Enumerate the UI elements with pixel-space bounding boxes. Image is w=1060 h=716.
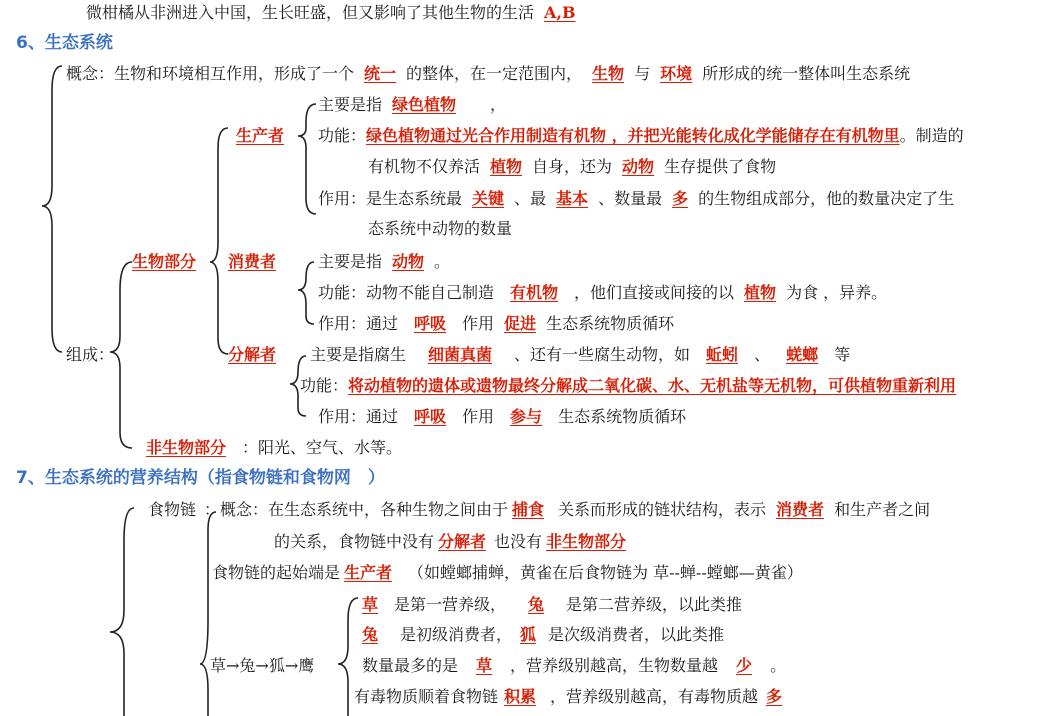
answer: 分解者 [438, 532, 487, 551]
example-label: 草→兔→狐→鹰 [210, 656, 315, 675]
nonbio-part [140, 438, 402, 458]
text: 食物链的起始端是 [212, 563, 341, 582]
answer: 兔 [362, 625, 379, 644]
answer: 动物 [622, 157, 655, 176]
answer: 动物 [392, 252, 425, 271]
text: 功能： [318, 126, 367, 145]
producer-main [318, 95, 506, 115]
example-line-3 [362, 656, 786, 676]
answer: 草 [362, 595, 379, 614]
consumer-main [318, 252, 450, 272]
text: 等 [834, 345, 851, 364]
text: 是第二营养级，以此类推 [566, 595, 743, 614]
top-line-answer: A,B [544, 3, 576, 22]
consumer-func [318, 283, 887, 303]
text: 。 [770, 656, 787, 675]
brace-s6-main [42, 66, 62, 352]
text: 的关系，食物链中没有 [274, 532, 435, 551]
producer-func [318, 126, 964, 146]
section-6-title: 6、生态系统 [16, 33, 113, 53]
answer: 植物 [744, 283, 777, 302]
answer: 环境 [660, 64, 693, 83]
text: 作用 [462, 407, 495, 426]
text: 。制造的 [899, 126, 964, 145]
food-chain-start [212, 563, 803, 583]
brace-s7-main [110, 508, 134, 716]
text: ，他们直接或间接的以 [574, 283, 735, 302]
answer: 多 [766, 687, 783, 706]
answer: 少 [736, 656, 753, 675]
example-line-1 [354, 595, 742, 615]
text: 主要是指 [318, 252, 383, 271]
text: 作用 [462, 314, 495, 333]
decomposer-role [318, 407, 686, 427]
food-chain-concept-2 [274, 532, 634, 552]
answer: 基本 [556, 189, 589, 208]
example-line-4 [354, 687, 808, 707]
bio-part-label [128, 252, 200, 272]
food-chain-label: 食物链 [148, 500, 197, 519]
answer: 细菌真菌 [428, 345, 493, 364]
text: 作用：是生态系统最 [318, 189, 463, 208]
text: 所形成的统一整体叫生态系统 [702, 64, 911, 83]
text: 是初级消费者， [400, 625, 513, 644]
text: 主要是指 [318, 95, 383, 114]
text: 的整体，在一定范围内， [406, 64, 583, 83]
text: 。 [434, 252, 451, 271]
example-line-2 [354, 625, 724, 645]
answer: 促进 [504, 314, 537, 333]
text: 、还有一些腐生动物，如 [514, 345, 691, 364]
text: 自身，还为 [532, 157, 613, 176]
brace-producer [298, 104, 316, 214]
text: 与 [634, 64, 651, 83]
composition-label: 组成： [66, 345, 115, 364]
label-answer: 生产者 [236, 126, 285, 145]
answer: 非生物部分 [146, 438, 227, 457]
text: ：概念：在生态系统中，各种生物之间由于 [204, 500, 509, 519]
text: 关系而形成的链状结构，表示 [558, 500, 767, 519]
producer-func-2 [368, 157, 776, 177]
text: 是第一营养级， [394, 595, 507, 614]
answer: 蚯蚓 [706, 345, 739, 364]
answer: 草 [476, 656, 493, 675]
text: 作用：通过 [318, 407, 399, 426]
text: ：阳光、空气、水等。 [242, 438, 403, 457]
brace-consumer [298, 262, 314, 324]
answer: 捕食 [512, 500, 545, 519]
answer: 消费者 [776, 500, 825, 519]
text: 和生产者之间 [834, 500, 931, 519]
decomposer-func [300, 376, 956, 396]
decomposer-main [310, 345, 850, 365]
answer: 生物 [592, 64, 625, 83]
text: 主要是指腐生 [310, 345, 407, 364]
decomposer-label [222, 345, 282, 365]
text: 的生物组成部分，他的数量决定了生 [698, 189, 955, 208]
answer: 将动植物的遗体或遗物最终分解成二氧化碳、水、无机盐等无机物，可供植物重新利用 [348, 376, 957, 395]
answer: 积累 [504, 687, 537, 706]
text: ，营养级别越高，生物数量越 [510, 656, 719, 675]
producer-role-2: 态系统中动物的数量 [368, 219, 513, 238]
answer: 非生物部分 [546, 532, 627, 551]
top-line [86, 3, 614, 23]
s6-concept [66, 64, 910, 84]
top-line-text: 微柑橘从非洲进入中国，生长旺盛，但又影响了其他生物的生活 [86, 3, 535, 22]
text: 、数量最 [598, 189, 663, 208]
text: ， [490, 95, 507, 114]
label-answer: 分解者 [228, 345, 277, 364]
text: 有机物不仅养活 [368, 157, 481, 176]
food-chain-concept [204, 500, 930, 520]
answer: 植物 [490, 157, 523, 176]
text: 生存提供了食物 [664, 157, 777, 176]
text: 、最 [514, 189, 547, 208]
answer: 参与 [510, 407, 543, 426]
text: 作用：通过 [318, 314, 399, 333]
text: 、 [754, 345, 771, 364]
answer: 狐 [520, 625, 537, 644]
answer: 关键 [472, 189, 505, 208]
answer: 多 [672, 189, 689, 208]
text: 有毒物质顺着食物链 [354, 687, 499, 706]
answer: 生产者 [344, 563, 393, 582]
answer: 统一 [364, 64, 397, 83]
consumer-role [318, 314, 674, 334]
answer: 有机物 [510, 283, 559, 302]
answer: 蜣螂 [786, 345, 819, 364]
text: 为食 ，异养。 [786, 283, 888, 302]
answer: 呼吸 [414, 314, 447, 333]
label-answer: 消费者 [228, 252, 277, 271]
section-7-title: 7、生态系统的营养结构（指食物链和食物网 ） [16, 468, 385, 488]
producer-label [226, 126, 294, 146]
label-answer: 生物部分 [132, 252, 197, 271]
text: 生态系统物质循环 [558, 407, 687, 426]
answer: 呼吸 [414, 407, 447, 426]
text: 功能：动物不能自己制造 [318, 283, 495, 302]
text: 概念：生物和环境相互作用，形成了一个 [66, 64, 355, 83]
text: 数量最多的是 [362, 656, 459, 675]
answer: 兔 [528, 595, 545, 614]
brace-bio-part [210, 128, 228, 354]
text: ，营养级别越高，有毒物质越 [550, 687, 759, 706]
brace-food-chain [200, 512, 216, 716]
text: 功能： [300, 376, 349, 395]
answer: 绿色植物 [392, 95, 457, 114]
consumer-label [222, 252, 282, 272]
text: 生态系统物质循环 [546, 314, 675, 333]
answer: 绿色植物通过光合作用制造有机物 ，并把光能转化成化学能储存在有机物里 [366, 126, 900, 145]
text: 是次级消费者，以此类推 [548, 625, 725, 644]
text: （如螳螂捕蝉，黄雀在后食物链为 草--蝉--螳螂—黄雀） [408, 563, 803, 582]
text: 也没有 [494, 532, 543, 551]
producer-role [318, 189, 954, 209]
